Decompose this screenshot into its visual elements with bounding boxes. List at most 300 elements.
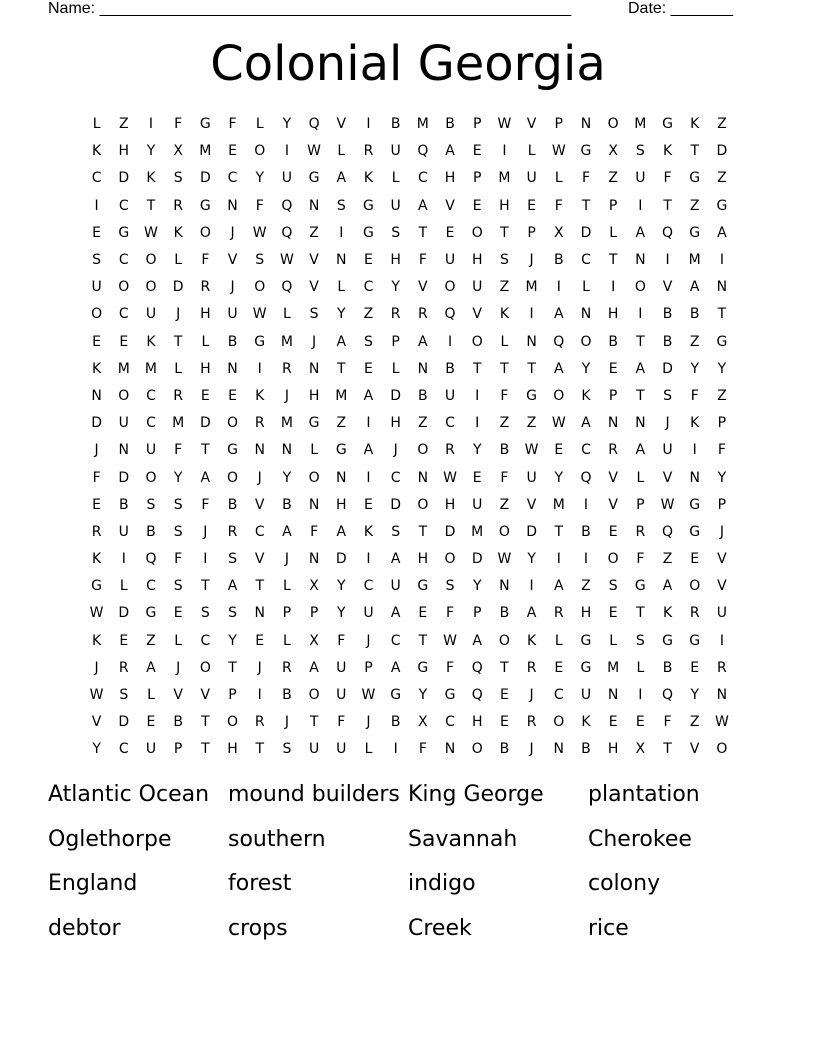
word-bank — [48, 778, 768, 957]
grid-letter: G — [689, 523, 701, 540]
grid-letter: Q — [145, 551, 157, 568]
grid-letter: Z — [146, 632, 156, 649]
grid-letter: J — [284, 714, 289, 731]
grid-letter: E — [119, 632, 129, 649]
grid-letter: H — [336, 496, 347, 513]
grid-letter: I — [366, 551, 371, 568]
grid-letter: J — [176, 659, 181, 676]
grid-row — [83, 247, 736, 274]
grid-letter: C — [390, 632, 401, 649]
grid-letter: E — [173, 605, 183, 622]
grid-letter: T — [255, 741, 264, 758]
grid-letter: A — [418, 197, 428, 214]
grid-letter: V — [445, 197, 455, 214]
grid-letter: J — [257, 659, 262, 676]
grid-letter: E — [364, 360, 373, 377]
grid-letter: D — [526, 523, 537, 540]
grid-letter: K — [363, 170, 374, 187]
grid-letter: G — [308, 170, 320, 187]
grid-letter: L — [255, 116, 264, 133]
grid-letter: C — [146, 387, 156, 404]
grid-letter: G — [662, 116, 673, 133]
grid-row — [83, 492, 736, 519]
grid-letter: T — [309, 714, 319, 731]
grid-letter: F — [92, 469, 101, 486]
grid-letter: O — [145, 469, 157, 486]
grid-letter: P — [472, 605, 482, 622]
grid-letter: T — [146, 197, 156, 214]
grid-letter: V — [227, 252, 238, 269]
grid-letter: E — [608, 605, 618, 622]
grid-letter: Y — [581, 360, 591, 377]
grid-letter: V — [717, 578, 727, 595]
grid-letter: J — [176, 306, 181, 323]
grid-letter: T — [608, 252, 618, 269]
grid-letter: R — [390, 306, 401, 323]
grid-letter: T — [201, 741, 210, 758]
grid-letter: A — [363, 442, 374, 459]
grid-letter: N — [227, 360, 238, 377]
grid-letter: O — [498, 523, 510, 540]
grid-letter: B — [581, 741, 591, 758]
grid-letter: T — [418, 632, 428, 649]
grid-letter: N — [336, 469, 347, 486]
grid-letter: N — [227, 197, 238, 214]
grid-letter: C — [363, 578, 374, 595]
grid-letter: J — [529, 741, 534, 758]
grid-letter: F — [201, 252, 210, 269]
grid-letter: L — [527, 143, 536, 160]
grid-letter: E — [255, 632, 265, 649]
grid-letter: J — [366, 632, 371, 649]
grid-letter: O — [553, 387, 565, 404]
grid-letter: I — [339, 224, 344, 241]
grid-letter: I — [393, 741, 398, 758]
grid-letter: H — [308, 387, 320, 404]
grid-letter: S — [173, 170, 183, 187]
grid-row — [83, 573, 736, 600]
grid-letter: O — [227, 469, 239, 486]
grid-letter: Y — [472, 442, 482, 459]
grid-letter: J — [230, 279, 235, 296]
grid-letter: U — [91, 279, 102, 296]
grid-letter: X — [309, 578, 319, 595]
grid-letter: G — [634, 578, 646, 595]
grid-letter: V — [336, 116, 347, 133]
grid-letter: M — [117, 360, 130, 377]
word-bank-item: indigo — [408, 871, 476, 897]
grid-letter: M — [688, 252, 701, 269]
grid-letter: R — [526, 714, 537, 731]
grid-letter: A — [390, 659, 401, 676]
grid-letter: G — [417, 659, 429, 676]
grid-letter: F — [337, 714, 346, 731]
grid-letter: W — [252, 224, 267, 241]
grid-letter: J — [719, 523, 724, 540]
grid-letter: A — [526, 605, 537, 622]
grid-letter: V — [309, 279, 319, 296]
grid-letter: O — [199, 224, 211, 241]
grid-letter: T — [663, 197, 672, 214]
grid-letter: C — [200, 632, 211, 649]
grid-letter: A — [635, 360, 646, 377]
grid-letter: E — [119, 333, 129, 350]
grid-letter: R — [282, 659, 292, 676]
grid-letter: T — [554, 523, 564, 540]
grid-letter: L — [337, 279, 346, 296]
grid-letter: L — [92, 116, 101, 133]
grid-letter: L — [609, 632, 618, 649]
grid-letter: U — [390, 578, 401, 595]
grid-letter: I — [366, 116, 371, 133]
grid-letter: Q — [281, 197, 293, 214]
grid-letter: P — [472, 170, 482, 187]
grid-letter: B — [418, 387, 428, 404]
grid-letter: D — [390, 387, 402, 404]
grid-letter: E — [472, 469, 482, 486]
grid-letter: H — [499, 197, 510, 214]
grid-letter: O — [308, 687, 320, 704]
grid-letter: D — [390, 496, 402, 513]
grid-letter: V — [608, 496, 618, 513]
grid-letter: B — [689, 306, 700, 323]
grid-letter: N — [417, 360, 429, 377]
grid-letter: I — [638, 197, 643, 214]
grid-letter: E — [499, 687, 509, 704]
grid-letter: T — [201, 714, 210, 731]
grid-letter: N — [716, 279, 728, 296]
grid-letter: J — [284, 551, 289, 568]
grid-letter: C — [91, 170, 102, 187]
grid-letter: N — [308, 360, 320, 377]
grid-letter: U — [635, 170, 646, 187]
grid-letter: S — [309, 306, 319, 323]
grid-letter: V — [472, 306, 482, 323]
page-title: Colonial Georgia — [210, 36, 606, 92]
grid-letter: W — [89, 687, 104, 704]
grid-letter: B — [445, 360, 455, 377]
grid-letter: J — [366, 714, 371, 731]
grid-row — [83, 356, 736, 383]
grid-letter: Y — [282, 469, 292, 486]
grid-row — [83, 464, 736, 491]
grid-letter: R — [717, 659, 727, 676]
grid-letter: N — [336, 252, 347, 269]
grid-letter: I — [638, 306, 643, 323]
grid-row — [83, 274, 736, 301]
grid-letter: U — [526, 170, 537, 187]
grid-letter: S — [663, 387, 672, 404]
grid-letter: I — [94, 197, 99, 214]
grid-letter: I — [475, 415, 480, 432]
grid-row — [83, 600, 736, 627]
grid-letter: W — [660, 496, 675, 513]
grid-letter: J — [312, 333, 317, 350]
grid-letter: T — [717, 306, 727, 323]
grid-letter: O — [145, 279, 157, 296]
grid-letter: L — [609, 224, 618, 241]
grid-letter: V — [608, 469, 618, 486]
grid-letter: O — [689, 578, 701, 595]
grid-letter: Z — [499, 496, 510, 513]
grid-letter: L — [636, 659, 645, 676]
grid-letter: L — [391, 360, 400, 377]
grid-letter: G — [254, 333, 266, 350]
grid-row — [83, 329, 736, 356]
grid-letter: I — [257, 360, 262, 377]
grid-letter: F — [446, 659, 455, 676]
grid-letter: H — [200, 306, 211, 323]
grid-letter: S — [228, 551, 237, 568]
grid-letter: I — [556, 551, 561, 568]
grid-letter: W — [443, 632, 457, 649]
grid-letter: O — [716, 741, 728, 758]
grid-letter: G — [335, 442, 347, 459]
grid-letter: A — [390, 551, 401, 568]
grid-letter: W — [497, 551, 512, 568]
grid-letter: E — [690, 551, 700, 568]
grid-letter: H — [471, 252, 483, 269]
word-bank-item: crops — [228, 916, 288, 942]
grid-letter: Y — [146, 143, 156, 160]
grid-letter: U — [336, 741, 347, 758]
grid-letter: T — [201, 578, 210, 595]
grid-row — [83, 546, 736, 573]
grid-letter: I — [583, 551, 589, 568]
grid-row — [83, 111, 736, 138]
grid-letter: K — [363, 523, 374, 540]
grid-letter: P — [608, 197, 618, 214]
grid-letter: P — [527, 224, 536, 241]
grid-letter: G — [91, 578, 103, 595]
grid-letter: N — [417, 469, 429, 486]
grid-letter: S — [635, 143, 645, 160]
grid-letter: K — [92, 551, 102, 568]
grid-letter: V — [662, 469, 673, 486]
grid-letter: I — [366, 415, 371, 432]
grid-letter: W — [497, 116, 512, 133]
grid-letter: A — [227, 578, 238, 595]
grid-letter: E — [608, 714, 618, 731]
grid-letter: I — [366, 469, 371, 486]
grid-letter: D — [118, 714, 130, 731]
grid-row — [83, 519, 736, 546]
grid-letter: Z — [581, 578, 591, 595]
grid-letter: I — [502, 143, 507, 160]
grid-letter: Y — [173, 469, 183, 486]
grid-letter: E — [92, 333, 102, 350]
grid-letter: R — [363, 143, 374, 160]
grid-letter: S — [282, 741, 292, 758]
grid-letter: R — [689, 605, 700, 622]
grid-letter: N — [607, 687, 619, 704]
grid-letter: Q — [662, 687, 674, 704]
grid-letter: E — [228, 143, 237, 160]
grid-letter: F — [690, 387, 699, 404]
grid-letter: G — [689, 632, 701, 649]
grid-letter: Q — [662, 224, 674, 241]
grid-letter: L — [364, 741, 373, 758]
grid-letter: A — [336, 170, 347, 187]
grid-letter: R — [282, 360, 292, 377]
grid-letter: A — [635, 224, 646, 241]
grid-row — [83, 301, 736, 328]
grid-letter: G — [363, 224, 374, 241]
grid-letter: V — [717, 551, 727, 568]
grid-letter: A — [472, 632, 482, 649]
grid-letter: O — [254, 279, 266, 296]
grid-letter: W — [551, 143, 566, 160]
grid-letter: F — [418, 252, 427, 269]
grid-letter: R — [173, 197, 184, 214]
grid-letter: I — [719, 252, 724, 269]
grid-letter: C — [390, 469, 401, 486]
grid-letter: Q — [471, 659, 483, 676]
grid-letter: O — [118, 279, 130, 296]
grid-letter: H — [227, 741, 238, 758]
grid-letter: S — [228, 605, 237, 622]
grid-letter: N — [308, 551, 320, 568]
word-bank-item: plantation — [588, 782, 700, 807]
grid-letter: C — [581, 252, 591, 269]
word-bank-item: Creek — [408, 916, 472, 942]
grid-letter: Z — [499, 279, 510, 296]
grid-letter: H — [444, 170, 456, 187]
grid-letter: N — [118, 442, 130, 459]
grid-letter: U — [336, 659, 347, 676]
grid-letter: U — [145, 741, 157, 758]
grid-letter: N — [281, 442, 293, 459]
grid-letter: T — [337, 360, 346, 377]
grid-letter: K — [690, 116, 700, 133]
grid-letter: Y — [690, 360, 699, 377]
grid-letter: U — [308, 741, 320, 758]
grid-letter: B — [608, 333, 618, 350]
grid-letter: U — [472, 279, 483, 296]
grid-letter: I — [475, 387, 480, 404]
grid-letter: A — [418, 333, 428, 350]
grid-letter: Z — [717, 116, 727, 133]
grid-letter: N — [580, 306, 592, 323]
grid-letter: H — [390, 252, 401, 269]
grid-letter: E — [554, 442, 564, 459]
grid-row — [83, 193, 736, 220]
grid-row — [83, 437, 736, 464]
grid-letter: E — [608, 523, 618, 540]
grid-letter: S — [608, 578, 618, 595]
grid-letter: N — [308, 197, 320, 214]
grid-letter: F — [717, 442, 726, 459]
grid-letter: O — [227, 714, 239, 731]
grid-letter: M — [634, 116, 647, 133]
grid-letter: E — [228, 387, 237, 404]
grid-letter: E — [608, 360, 618, 377]
grid-letter: A — [553, 578, 564, 595]
grid-letter: O — [199, 659, 211, 676]
grid-letter: Y — [228, 632, 237, 649]
grid-letter: F — [446, 605, 455, 622]
grid-letter: G — [580, 632, 592, 649]
grid-letter: K — [255, 387, 265, 404]
grid-letter: Y — [255, 170, 264, 187]
grid-letter: L — [500, 333, 509, 350]
grid-letter: P — [608, 387, 618, 404]
grid-letter: Y — [717, 469, 727, 486]
grid-letter: L — [582, 279, 590, 296]
grid-letter: B — [227, 496, 238, 513]
grid-letter: L — [310, 442, 318, 459]
grid-letter: L — [554, 170, 563, 187]
grid-row — [83, 682, 736, 709]
grid-letter: B — [282, 496, 292, 513]
grid-letter: A — [309, 659, 319, 676]
grid-letter: M — [144, 360, 158, 377]
grid-letter: O — [417, 442, 429, 459]
grid-letter: E — [364, 496, 373, 513]
grid-letter: I — [611, 279, 616, 296]
grid-letter: E — [445, 224, 455, 241]
grid-letter: R — [635, 523, 646, 540]
grid-letter: M — [199, 143, 212, 160]
grid-letter: O — [634, 279, 646, 296]
grid-letter: F — [228, 116, 237, 133]
grid-letter: Y — [337, 578, 346, 595]
grid-letter: T — [663, 741, 672, 758]
grid-letter: U — [716, 605, 728, 622]
grid-letter: A — [553, 306, 564, 323]
grid-letter: D — [335, 551, 347, 568]
grid-letter: E — [499, 714, 509, 731]
grid-letter: T — [500, 224, 509, 241]
grid-letter: B — [390, 116, 401, 133]
grid-letter: J — [257, 469, 262, 486]
grid-letter: K — [690, 415, 700, 432]
grid-letter: L — [283, 632, 291, 649]
grid-letter: J — [529, 252, 534, 269]
grid-letter: Y — [337, 605, 346, 622]
grid-letter: X — [553, 224, 564, 241]
grid-letter: C — [146, 415, 156, 432]
grid-letter: D — [662, 360, 673, 377]
grid-letter: A — [282, 523, 292, 540]
grid-letter: M — [498, 170, 511, 187]
grid-letter: V — [173, 687, 183, 704]
grid-letter: Q — [417, 143, 429, 160]
grid-letter: G — [444, 687, 456, 704]
word-bank-item: debtor — [48, 916, 121, 942]
grid-letter: T — [636, 605, 645, 622]
grid-letter: A — [363, 387, 374, 404]
grid-letter: M — [607, 659, 620, 676]
grid-letter: A — [662, 578, 673, 595]
grid-letter: R — [553, 605, 564, 622]
grid-letter: O — [498, 632, 510, 649]
grid-letter: T — [472, 360, 482, 377]
grid-letter: E — [92, 496, 102, 513]
grid-letter: O — [444, 551, 456, 568]
grid-letter: Y — [554, 469, 564, 486]
grid-letter: N — [444, 741, 456, 758]
grid-letter: C — [445, 415, 455, 432]
grid-letter: L — [391, 170, 400, 187]
grid-letter: N — [308, 496, 320, 513]
grid-letter: Y — [92, 741, 101, 758]
grid-letter: R — [608, 442, 619, 459]
grid-letter: Z — [526, 415, 537, 432]
grid-letter: T — [690, 143, 699, 160]
grid-letter: Y — [391, 279, 400, 296]
grid-letter: H — [200, 360, 211, 377]
